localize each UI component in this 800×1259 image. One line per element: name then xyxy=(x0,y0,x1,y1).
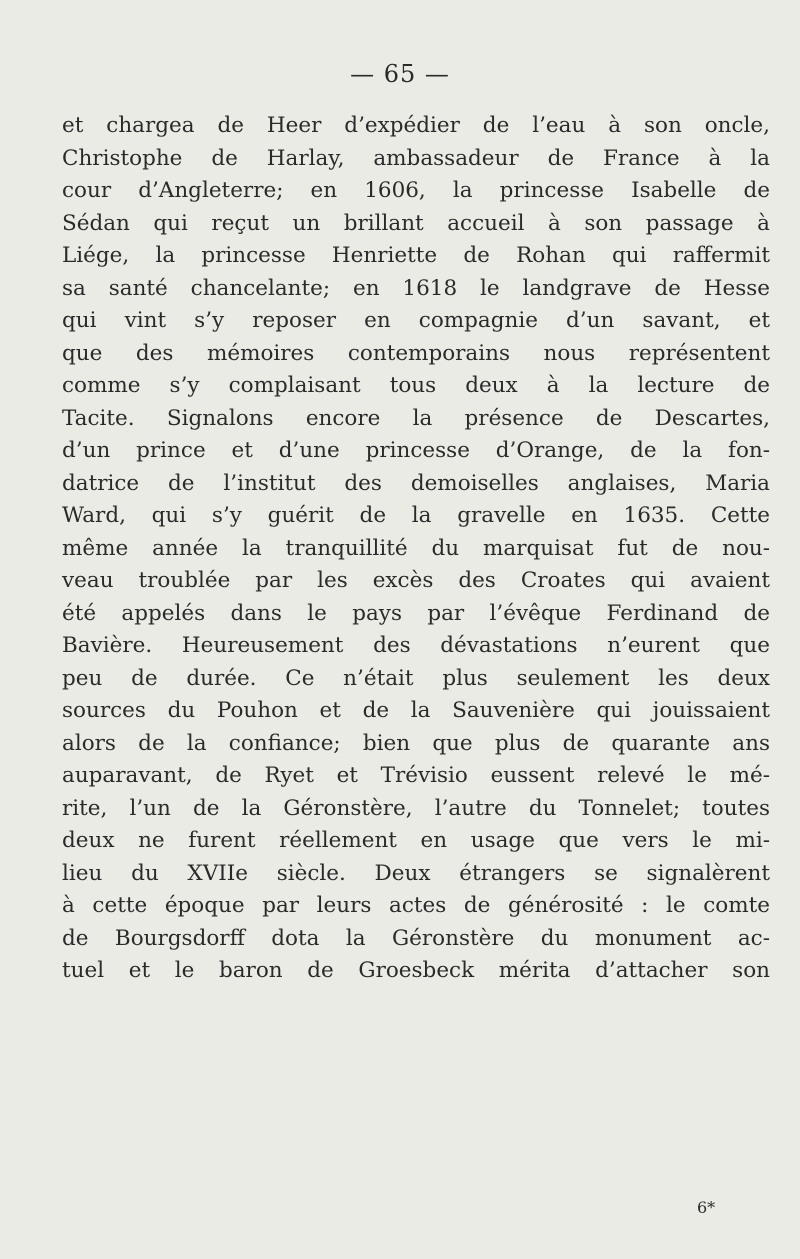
text-line: Bavière. Heureusement des dévastations n’eurent que xyxy=(62,633,770,658)
text-line: Tacite. Signalons encore la présence de Descartes, xyxy=(62,405,770,431)
text-line: deux ne furent réellement en usage que vers le mi- xyxy=(62,828,770,853)
text-line: à cette époque par leurs actes de générosité : le comte xyxy=(62,893,770,918)
text-line: même année la tranquillité du marquisat fut de nou- xyxy=(62,535,770,561)
text-line: lieu du XVIIe siècle. Deux étrangers se signalèrent xyxy=(62,860,770,886)
text-line: qui vint s’y reposer en compagnie d’un savant, et xyxy=(62,308,770,333)
text-line: d’un prince et d’une princesse d’Orange, de la fon- xyxy=(62,438,770,463)
text-line: Liége, la princesse Henriette de Rohan qui raffermit xyxy=(62,243,770,268)
text-line: veau troublée par les excès des Croates qui avaient xyxy=(62,568,770,593)
text-line: auparavant, de Ryet et Trévisio eussent relevé le mé- xyxy=(62,763,770,788)
text-line: Christophe de Harlay, ambassadeur de France à la xyxy=(62,145,770,171)
text-line: rite, l’un de la Géronstère, l’autre du Tonnelet; toutes xyxy=(62,795,770,821)
text-line: comme s’y complaisant tous deux à la lecture de xyxy=(62,373,770,398)
body-text xyxy=(62,110,770,988)
page-number: — 65 — xyxy=(350,60,450,88)
text-line: été appelés dans le pays par l’évêque Ferdinand de xyxy=(62,600,770,626)
text-line: Sédan qui reçut un brillant accueil à son passage à xyxy=(62,210,770,236)
text-line: datrice de l’institut des demoiselles anglaises, Maria xyxy=(62,470,770,496)
text-line: cour d’Angleterre; en 1606, la princesse Isabelle de xyxy=(62,178,770,203)
signature-mark: 6* xyxy=(697,1198,716,1217)
text-line: Ward, qui s’y guérit de la gravelle en 1635. Cette xyxy=(62,503,770,528)
text-line: et chargea de Heer d’expédier de l’eau à son oncle, xyxy=(62,113,770,138)
text-line: peu de durée. Ce n’était plus seulement les deux xyxy=(62,665,770,691)
text-line: de Bourgsdorff dota la Géronstère du monument ac- xyxy=(62,925,770,951)
text-line: que des mémoires contemporains nous représentent xyxy=(62,340,770,366)
text-line: tuel et le baron de Groesbeck mérita d’attacher son xyxy=(62,958,770,983)
text-line: sources du Pouhon et de la Sauvenière qui jouissaient xyxy=(62,698,770,723)
text-line: alors de la confiance; bien que plus de quarante ans xyxy=(62,730,770,756)
text-line: sa santé chancelante; en 1618 le landgrave de Hesse xyxy=(62,275,770,301)
